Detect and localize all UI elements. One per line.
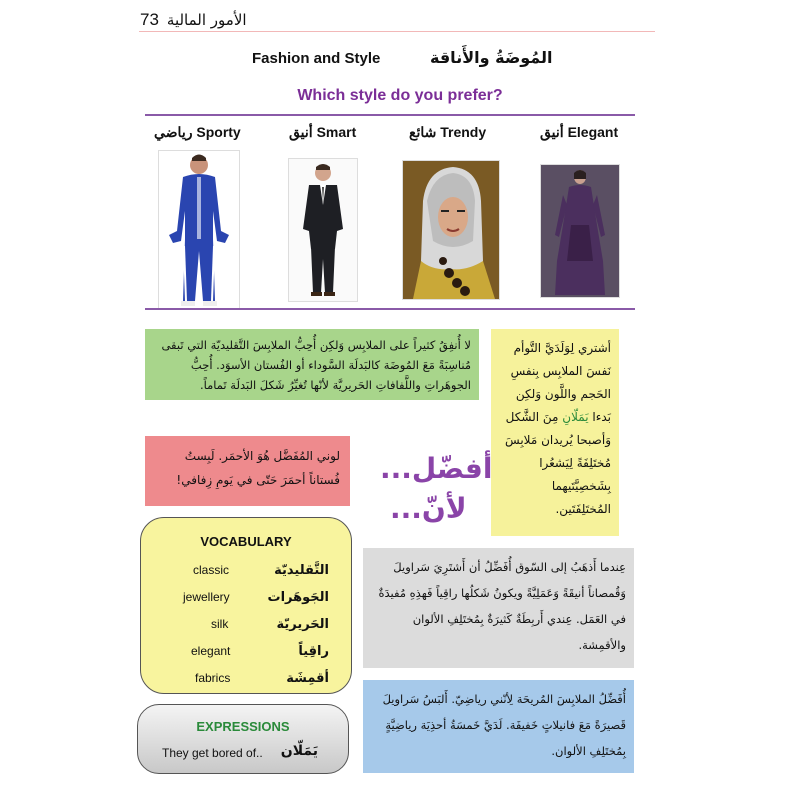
style-label-elegant: أنيق Elegant — [540, 124, 619, 140]
yellow-text-intro: أشتري لِوَلَدَيَّ التَّوأم نَفسَ الملابِس بِنفسِ الحَجم واللَّون وَلكِن بَدءا — [510, 341, 611, 424]
style-label-smart: أنيق Smart — [289, 124, 357, 140]
page-number: 73 — [140, 10, 159, 29]
photo-trendy — [402, 160, 500, 300]
vocab-arabic: راقِياً — [298, 644, 329, 659]
middle-divider — [145, 308, 635, 310]
style-label-trendy: شائع Trendy — [409, 124, 487, 140]
page-title-english: Fashion and Style — [252, 50, 381, 67]
vocab-arabic: أقمِشَة — [286, 671, 329, 686]
vocab-row — [141, 644, 351, 664]
vocab-arabic: التَّقليديّة — [274, 563, 329, 578]
photo-smart — [288, 158, 358, 302]
top-divider — [145, 114, 635, 116]
vocab-english: jewellery — [183, 590, 230, 604]
vocab-arabic: الجَوهَرات — [267, 590, 329, 605]
vocab-row — [141, 563, 351, 583]
green-text-box: لا أُنفِقُ كثيراً على الملابِس وَلكِن أُحِبُّ الملابِسَ التَّقليديّة التي تَبقى مُناسِبَةً مَعَ المُوضَة كالبَدلَة السَّوداء أو الفُستان الأسوَد. أُحِبُّ الجوهَراتِ واللَّفافاتِ الحَريريَّة لأنّها تُغيِّرُ شَكلَ البَدلَة تَماماً. — [145, 329, 479, 400]
vocab-row — [141, 671, 351, 691]
vocab-row — [141, 590, 351, 610]
blue-text-box: أُفَضِّلُ الملابِسَ المُريحَة لِأنّني رياضِيّ. أَلبَسُ سَراويلَ قَصيرَةً مَعَ فانيلاتٍ خَفيفَة. لَدَيَّ خَمسَةُ أحذِيَة رياضِيَّةٍ بِمُختَلِفِ الألوان. — [363, 680, 634, 773]
expression-english: They get bored of.. — [162, 746, 263, 760]
vocab-arabic: الحَريريّة — [276, 617, 329, 632]
section-title: الأمور المالية — [166, 11, 247, 29]
photo-elegant — [540, 164, 620, 298]
yellow-text-rest: مِنَ الشَّكل وَأصبحا يُريدان مَلابِسَ مُختَلِفَةً لِيَشعُرا بِشَخصِيَّتَيهما المُختَلِفَتَين. — [505, 410, 611, 516]
grey-text-box: عِندما أَذهَبُ إلى السّوق أُفَضِّلُ أن أَشتَرِيَ سَراويلَ وَقُمصاناً أنيقَةً وَعَمَلِيَّةً ويكونُ شَكلُها راقِياً فَهذِهِ مُفيدَةٌ في العَمَل. عِندي أَربِطَةٌ كَثيرَةٌ بِمُختَلِفِ الألوان والأقمِشة. — [363, 548, 634, 668]
expression-arabic: يَمَلّان — [280, 743, 318, 759]
page-title-arabic: المُوضَةُ والأَناقة — [430, 48, 553, 67]
vocabulary-box — [140, 517, 352, 694]
vocab-english: fabrics — [195, 671, 231, 685]
header-divider — [139, 31, 655, 32]
style-label-sporty: رياضي Sporty — [154, 124, 241, 140]
vocabulary-title: VOCABULARY — [200, 534, 292, 549]
vocab-row — [141, 617, 351, 637]
vocab-english: classic — [193, 563, 230, 577]
expressions-title: EXPRESSIONS — [196, 719, 290, 734]
photo-sporty — [158, 150, 240, 310]
expressions-box — [137, 704, 349, 774]
vocab-english: silk — [211, 617, 229, 631]
page-header — [140, 9, 370, 31]
red-text-box: لوني المُفَضَّل هُوَ الأحمَر. لَبِستُ فُستاناً أحمَرَ حَتّى في يَومِ زِفافي! — [145, 436, 350, 506]
vocab-english: elegant — [191, 644, 231, 658]
yellow-text-box — [491, 329, 619, 536]
yellow-text-highlight: يَمَلّانِ — [562, 410, 589, 424]
prompt-because: لأنّ... — [390, 492, 467, 525]
prompt-prefer: أفضّل... — [380, 452, 493, 485]
subtitle: Which style do you prefer? — [297, 87, 503, 104]
